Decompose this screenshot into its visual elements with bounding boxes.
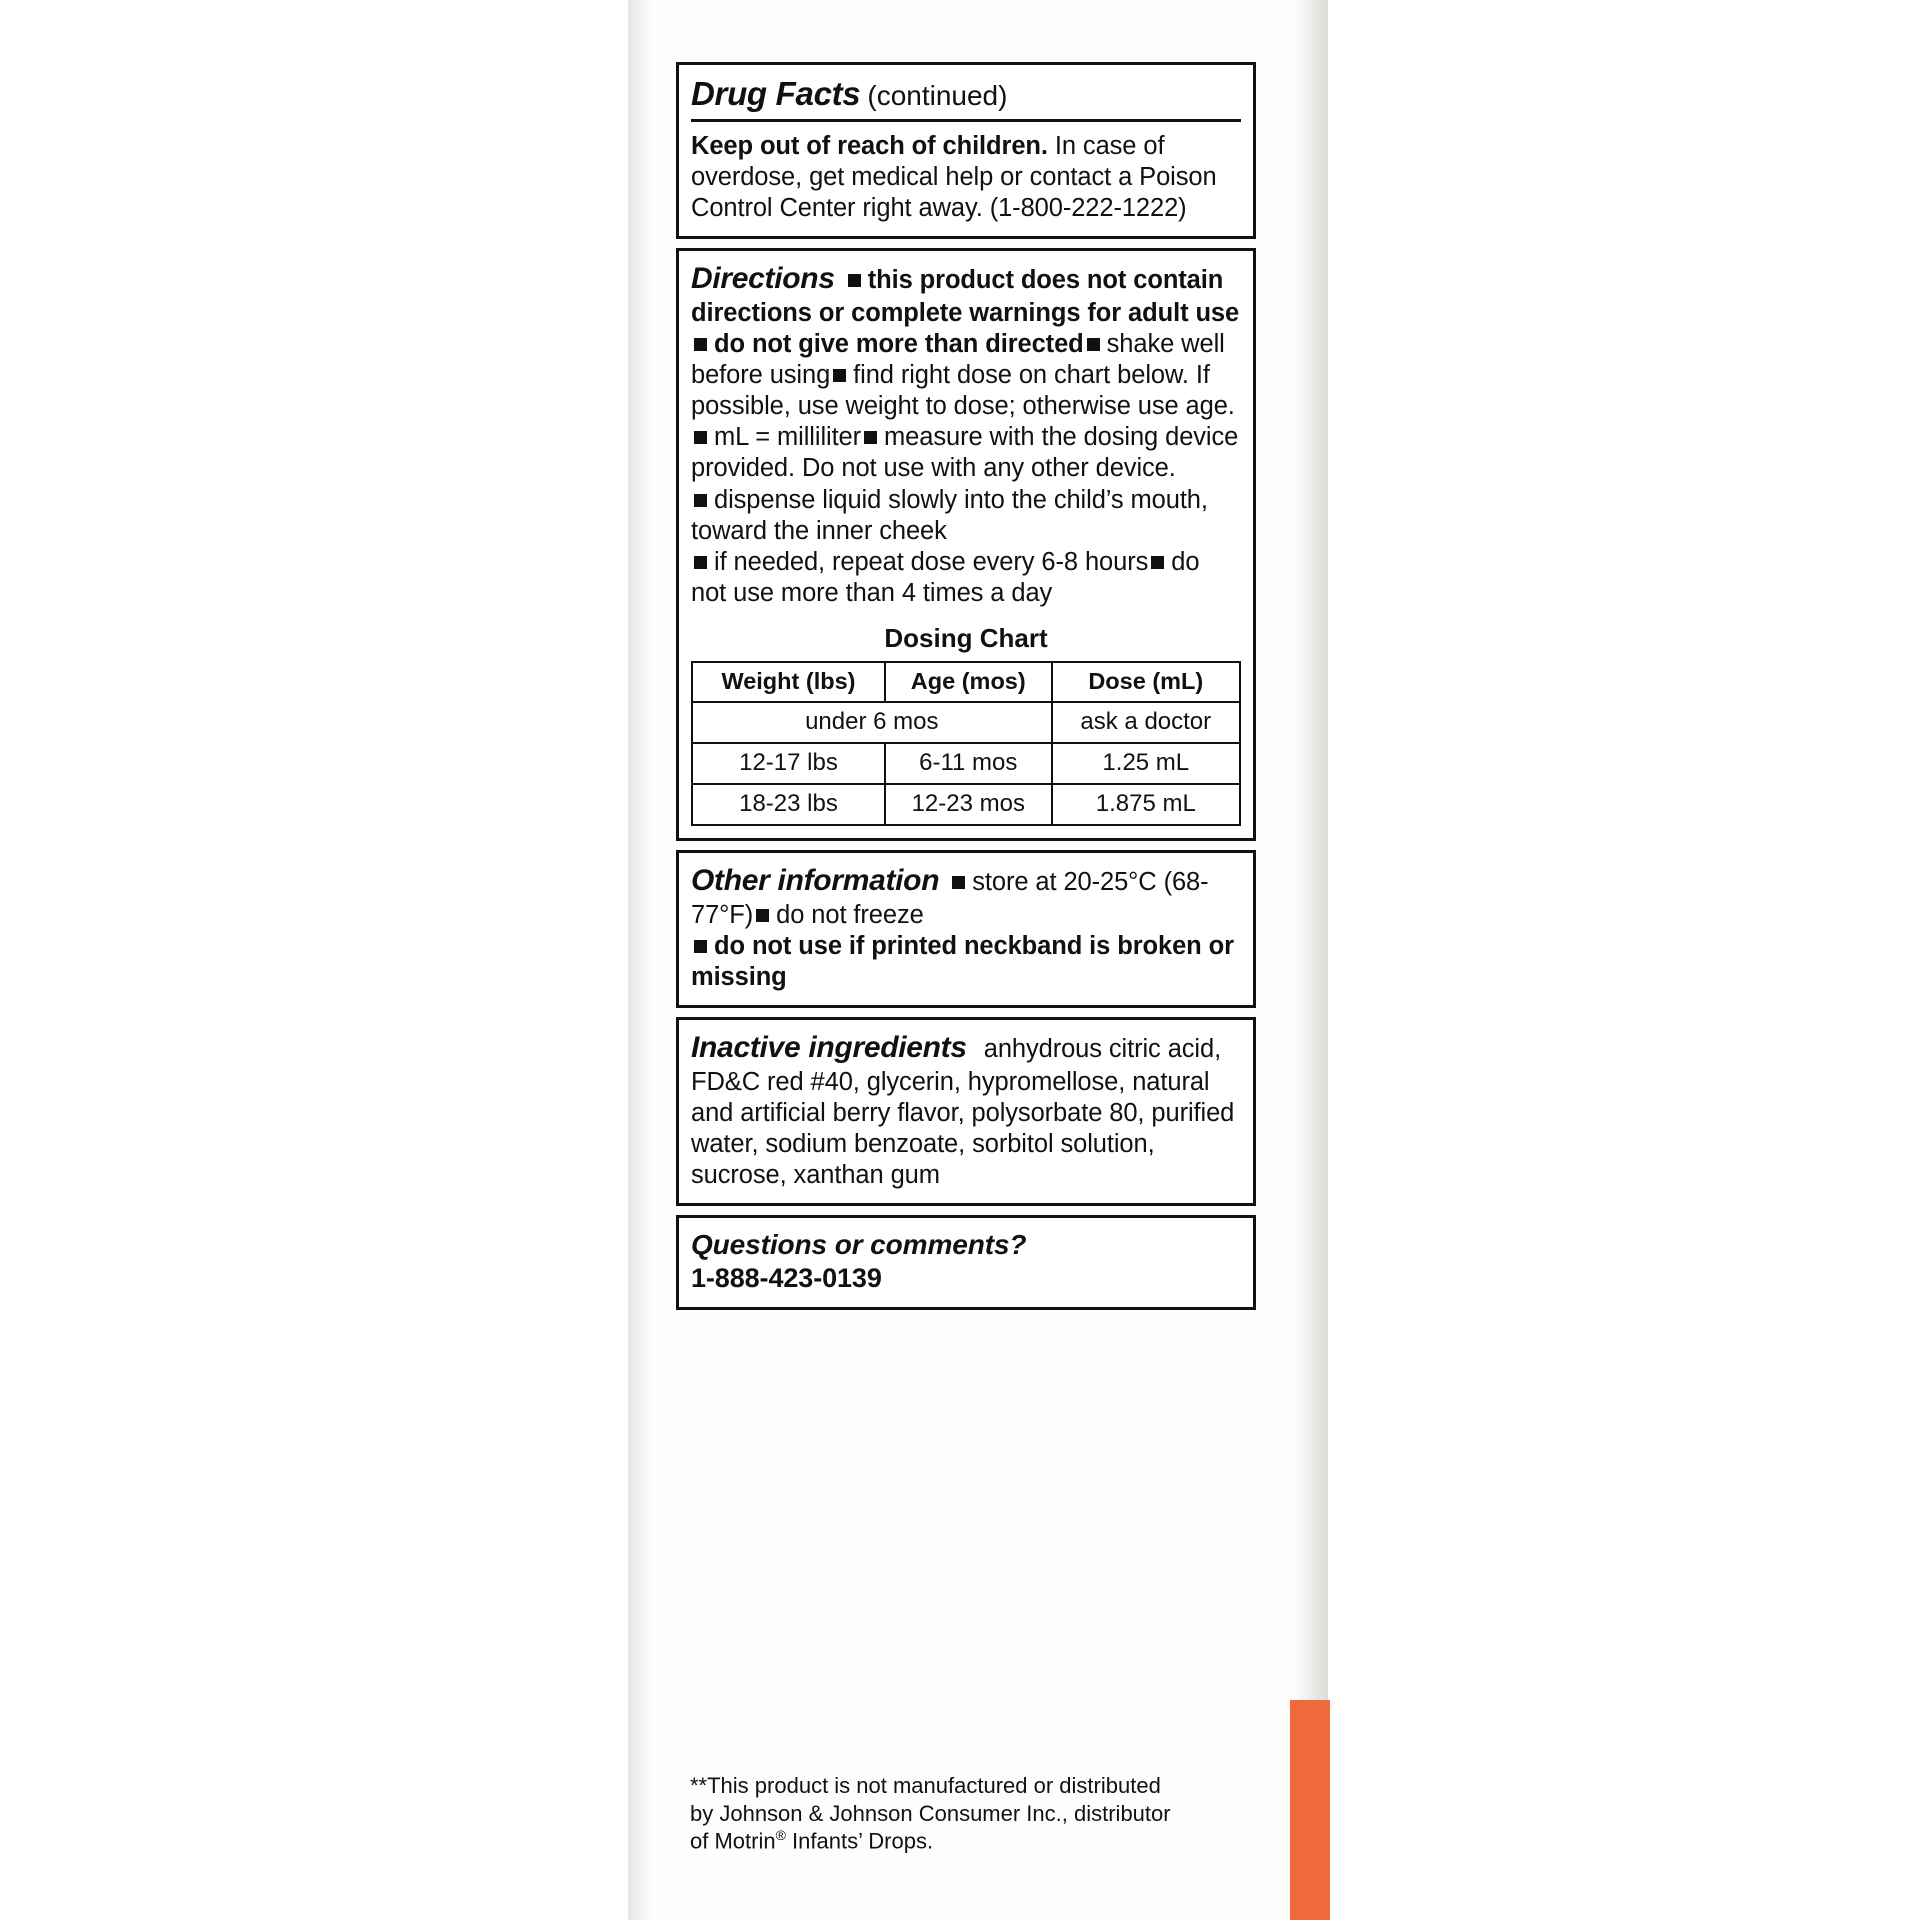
inactive-ingredients-paragraph <box>691 1030 1241 1191</box>
directions-bullet-4: find right dose on chart below. If possible, use weight to dose; otherwise use age. <box>691 361 1235 421</box>
directions-paragraph-1 <box>691 261 1241 422</box>
directions-heading: Directions <box>691 262 835 296</box>
other-info-bullet-1: store at 20-25°C (68-77°F) <box>691 868 1209 929</box>
cell-dose-2: 1.875 mL <box>1052 784 1240 825</box>
bullet-square-icon <box>694 431 707 444</box>
cell-age-1: 6-11 mos <box>885 743 1052 784</box>
other-information-heading: Other information <box>691 864 940 898</box>
other-info-bullet-2: do not freeze <box>776 900 924 929</box>
drug-facts-title: Drug Facts <box>691 75 861 112</box>
directions-paragraph-3 <box>691 485 1241 547</box>
cell-weight-2: 18-23 lbs <box>692 784 885 825</box>
directions-bullet-7: dispense liquid slowly into the child’s mouth, toward the inner cheek <box>691 485 1208 545</box>
table-row <box>692 784 1240 825</box>
directions-bullet-2: do not give more than directed <box>714 330 1084 359</box>
bullet-square-icon <box>952 876 965 889</box>
footnote-line-3-end: Infants’ Drops. <box>785 1828 934 1854</box>
keep-out-body: In case of overdose, get medical help or contact a Poison Control Center right away. (1-800-222-1222) <box>691 132 1217 223</box>
footnote-line-2: by Johnson & Johnson Consumer Inc., distributor <box>690 1800 1171 1826</box>
column-header-age: Age (mos) <box>885 662 1052 702</box>
directions-bullet-6: measure with the dosing device provided. Do not use with any other device. <box>691 423 1239 483</box>
orange-accent-strip <box>1290 1700 1330 1920</box>
other-information-box <box>676 850 1256 1008</box>
directions-bullet-3: shake well before using <box>691 330 1225 390</box>
bullet-square-icon <box>833 369 846 382</box>
column-header-dose: Dose (mL) <box>1052 662 1240 702</box>
questions-phone[interactable]: 1-888-423-0139 <box>691 1263 882 1294</box>
footnote-line-3-start: of Motrin <box>690 1828 776 1854</box>
table-row <box>692 743 1240 784</box>
other-information-paragraph-2 <box>691 931 1241 993</box>
directions-paragraph-2 <box>691 422 1241 484</box>
footnote-line-3 <box>690 1827 1258 1855</box>
bullet-square-icon <box>694 556 707 569</box>
drug-facts-continued: (continued) <box>867 80 1008 111</box>
bullet-square-icon <box>864 431 877 444</box>
bullet-square-icon <box>1151 556 1164 569</box>
cell-dose-1: 1.25 mL <box>1052 743 1240 784</box>
directions-bullet-5: mL = milliliter <box>714 423 862 452</box>
directions-paragraph-4 <box>691 547 1241 609</box>
bullet-square-icon <box>694 338 707 351</box>
cell-dose-0: ask a doctor <box>1052 702 1240 743</box>
carton-left-edge <box>628 0 650 1920</box>
bullet-square-icon <box>694 940 707 953</box>
keep-out-paragraph <box>691 131 1241 224</box>
cell-under-6-mos: under 6 mos <box>692 702 1052 743</box>
other-information-paragraph <box>691 863 1241 931</box>
drug-facts-panel <box>676 62 1256 1319</box>
bullet-square-icon <box>756 909 769 922</box>
bullet-square-icon <box>694 494 707 507</box>
questions-heading: Questions or comments? <box>691 1228 1027 1260</box>
keep-out-heading: Keep out of reach of children. <box>691 132 1048 160</box>
carton-right-edge <box>1296 0 1328 1920</box>
directions-bullet-9: do not use more than 4 times a day <box>691 547 1200 607</box>
directions-box <box>676 248 1256 841</box>
inactive-ingredients-box <box>676 1017 1256 1206</box>
footnote-line-1: **This product is not manufactured or distributed <box>690 1773 1161 1798</box>
inactive-ingredients-body: anhydrous citric acid, FD&C red #40, glycerin, hypromellose, natural and artificial berry flavor, polysorbate 80, purified water, sodium benzoate, sorbitol solution, sucrose, xanthan gum <box>691 1034 1235 1189</box>
inactive-ingredients-heading: Inactive ingredients <box>691 1030 967 1064</box>
questions-box <box>676 1215 1256 1310</box>
cell-age-2: 12-23 mos <box>885 784 1052 825</box>
cell-weight-1: 12-17 lbs <box>692 743 885 784</box>
directions-bullet-1: this product does not contain directions or complete warnings for adult use <box>691 266 1240 327</box>
table-header-row <box>692 662 1240 702</box>
other-info-bullet-3: do not use if printed neckband is broken or missing <box>691 931 1234 991</box>
keep-out-of-reach-box <box>676 62 1256 239</box>
drug-facts-title-row <box>691 75 1241 122</box>
directions-bullet-8: if needed, repeat dose every 6-8 hours <box>714 547 1149 576</box>
dosing-chart-title: Dosing Chart <box>884 623 1048 654</box>
bullet-square-icon <box>848 274 861 287</box>
table-row <box>692 702 1240 743</box>
bullet-square-icon <box>1087 338 1100 351</box>
column-header-weight: Weight (lbs) <box>692 662 885 702</box>
manufacturer-footnote <box>690 1772 1258 1855</box>
dosing-chart-table <box>691 661 1241 826</box>
registered-trademark-icon: ® <box>775 1827 786 1844</box>
